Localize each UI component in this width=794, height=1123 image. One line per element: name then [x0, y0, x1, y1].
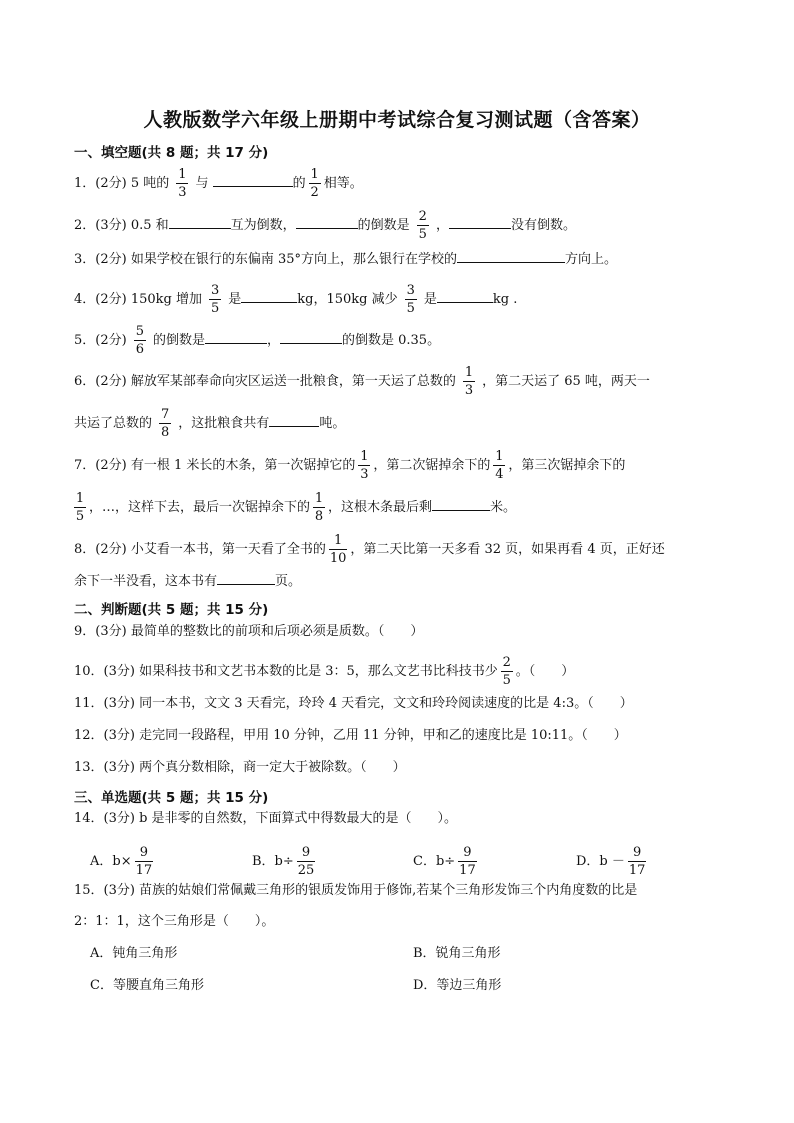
q4-text: kg，150kg 减少: [297, 292, 398, 307]
q5-text: 的倒数是 0.35。: [342, 333, 441, 348]
question-8: [74, 534, 665, 565]
q6-text: 6．(2分) 解放军某部奉命向灾区运送一批粮食，第一天运了总数的: [74, 374, 456, 389]
q5-text: 5．(2分): [74, 333, 127, 348]
q7-text: ，第三次锯掉余下的: [508, 458, 626, 473]
fraction: $\frac{1}{3}$: [464, 365, 474, 398]
fraction: $\frac{1}{3}$: [178, 167, 187, 200]
q8-text: 页。: [275, 574, 302, 589]
question-8-cont: [74, 570, 301, 592]
q6-text: ，第二天运了 65 吨，两天一: [482, 374, 650, 389]
q15-option-c[interactable]: C．等腰直角三角形: [90, 978, 204, 993]
q2-text: 2．(3分) 0.5 和: [74, 218, 169, 233]
fraction: $\frac{2}{5}$: [502, 655, 511, 688]
fraction: $\frac{3}{5}$: [406, 283, 415, 316]
q15-option-a[interactable]: A．钝角三角形: [90, 946, 178, 961]
q3-text: 方向上。: [565, 252, 618, 267]
fraction: $\frac{9}{25}$: [297, 845, 315, 878]
section-heading-single-choice: 三、单选题(共 5 题；共 15 分): [74, 790, 269, 806]
q6-text: 共运了总数的: [74, 416, 153, 431]
q5-text: 的倒数是: [152, 333, 205, 348]
q4-text: 是: [228, 292, 242, 307]
question-12: 12．(3分) 走完同一段路程，甲用 10 分钟，乙用 11 分钟，甲和乙的速度比是 10:11。（ ）: [74, 728, 627, 743]
q1-text: 1．(2分) 5 吨的: [74, 176, 170, 191]
answer-blank[interactable]: [241, 288, 297, 303]
fraction: $\frac{9}{17}$: [135, 845, 153, 878]
q8-text: ，第二天比第一天多看 32 页，如果再看 4 页，正好还: [350, 542, 665, 557]
q4-text: kg .: [492, 292, 518, 307]
fraction: $\frac{5}{6}$: [135, 324, 144, 357]
q4-text: 是: [423, 292, 437, 307]
answer-blank[interactable]: [432, 496, 490, 511]
q7-text: 米。: [490, 500, 517, 515]
q7-text: ，第二次锯掉余下的: [373, 458, 491, 473]
q5-text: ，: [266, 333, 280, 348]
q14-option-d[interactable]: D．b － $\frac{9}{17}$: [576, 845, 646, 878]
q8-text: 8．(2分) 小艾看一本书，第一天看了全书的: [74, 542, 326, 557]
answer-blank[interactable]: [437, 288, 493, 303]
question-2: [74, 210, 576, 241]
question-6-cont: [74, 408, 345, 439]
q6-text: 吨。: [319, 416, 346, 431]
answer-blank[interactable]: [280, 329, 342, 344]
q2-text: 互为倒数，: [230, 218, 296, 233]
question-5: [74, 325, 440, 356]
question-7: [74, 450, 625, 481]
fraction: $\frac{2}{5}$: [418, 209, 427, 242]
q2-text: 没有倒数。: [510, 218, 576, 233]
answer-blank[interactable]: [169, 214, 231, 229]
page-title: 人教版数学六年级上册期中考试综合复习测试题（含答案）: [143, 109, 651, 131]
fraction: $\frac{1}{5}$: [75, 491, 85, 524]
question-11: 11．(3分) 同一本书，文文 3 天看完，玲玲 4 天看完，文文和玲玲阅读速度的比是 4:3。（ ）: [74, 696, 633, 711]
q6-text: ，这批粮食共有: [178, 416, 270, 431]
question-7-cont: [74, 492, 516, 523]
question-1: [74, 168, 363, 199]
fraction: $\frac{3}{5}$: [210, 283, 220, 316]
q14-option-a[interactable]: A．b× $\frac{9}{17}$: [90, 845, 153, 878]
q10-text: 。（ ）: [515, 664, 575, 679]
answer-blank[interactable]: [449, 214, 511, 229]
q7-text: 7．(2分) 有一根 1 米长的木条，第一次锯掉它的: [74, 458, 356, 473]
q14-option-b[interactable]: B．b÷ $\frac{9}{25}$: [252, 845, 315, 878]
fraction: $\frac{9}{17}$: [628, 845, 646, 878]
q3-text: 3．(2分) 如果学校在银行的东偏南 35°方向上，那么银行在学校的: [74, 252, 457, 267]
answer-blank[interactable]: [296, 214, 358, 229]
q7-text: ，这根木条最后剩: [328, 500, 433, 515]
fraction: $\frac{1}{10}$: [329, 533, 347, 566]
answer-blank[interactable]: [217, 570, 275, 585]
answer-blank[interactable]: [213, 172, 293, 187]
q1-text: 与: [195, 176, 209, 191]
q4-text: 4．(2分) 150kg 增加: [74, 292, 202, 307]
q10-text: 10．(3分) 如果科技书和文艺书本数的比是 3：5，那么文艺书比科技书少: [74, 664, 498, 679]
q1-text: 相等。: [323, 176, 363, 191]
question-13: 13．(3分) 两个真分数相除，商一定大于被除数。（ ）: [74, 760, 406, 775]
q2-text: 的倒数是: [357, 218, 410, 233]
question-9: 9．(3分) 最简单的整数比的前项和后项必须是质数。（ ）: [74, 624, 424, 639]
fraction: $\frac{9}{17}$: [459, 845, 476, 878]
section-heading-true-false: 二、判断题(共 5 题；共 15 分): [74, 602, 269, 618]
fraction: $\frac{1}{4}$: [495, 449, 504, 482]
q14-option-c[interactable]: C．b÷ $\frac{9}{17}$: [413, 845, 476, 878]
question-14: 14．(3分) b 是非零的自然数，下面算式中得数最大的是（ ）。: [74, 811, 458, 826]
q8-text: 余下一半没看，这本书有: [74, 574, 218, 589]
fraction: $\frac{7}{8}$: [161, 407, 170, 440]
q1-text: 的: [292, 176, 306, 191]
question-10: [74, 656, 574, 687]
fraction: $\frac{1}{2}$: [310, 167, 319, 200]
q15-option-d[interactable]: D．等边三角形: [413, 978, 502, 993]
fraction: $\frac{1}{3}$: [360, 449, 369, 482]
fraction: $\frac{1}{8}$: [314, 491, 324, 524]
q15-option-b[interactable]: B．锐角三角形: [413, 946, 501, 961]
q7-text: ，…，这样下去，最后一次锯掉余下的: [89, 500, 311, 515]
q2-text: ，: [435, 218, 449, 233]
question-15: 15．(3分) 苗族的姑娘们常佩戴三角形的银质发饰用于修饰,若某个三角形发饰三个内角度数的比是: [74, 883, 638, 898]
answer-blank[interactable]: [205, 329, 267, 344]
answer-blank[interactable]: [269, 412, 319, 427]
question-15-cont: 2：1：1，这个三角形是（ ）。: [74, 914, 275, 929]
question-3: [74, 248, 617, 270]
section-heading-fill-blank: 一、填空题(共 8 题；共 17 分): [74, 145, 269, 161]
question-6: [74, 366, 650, 397]
answer-blank[interactable]: [457, 248, 565, 263]
question-4: [74, 284, 517, 315]
